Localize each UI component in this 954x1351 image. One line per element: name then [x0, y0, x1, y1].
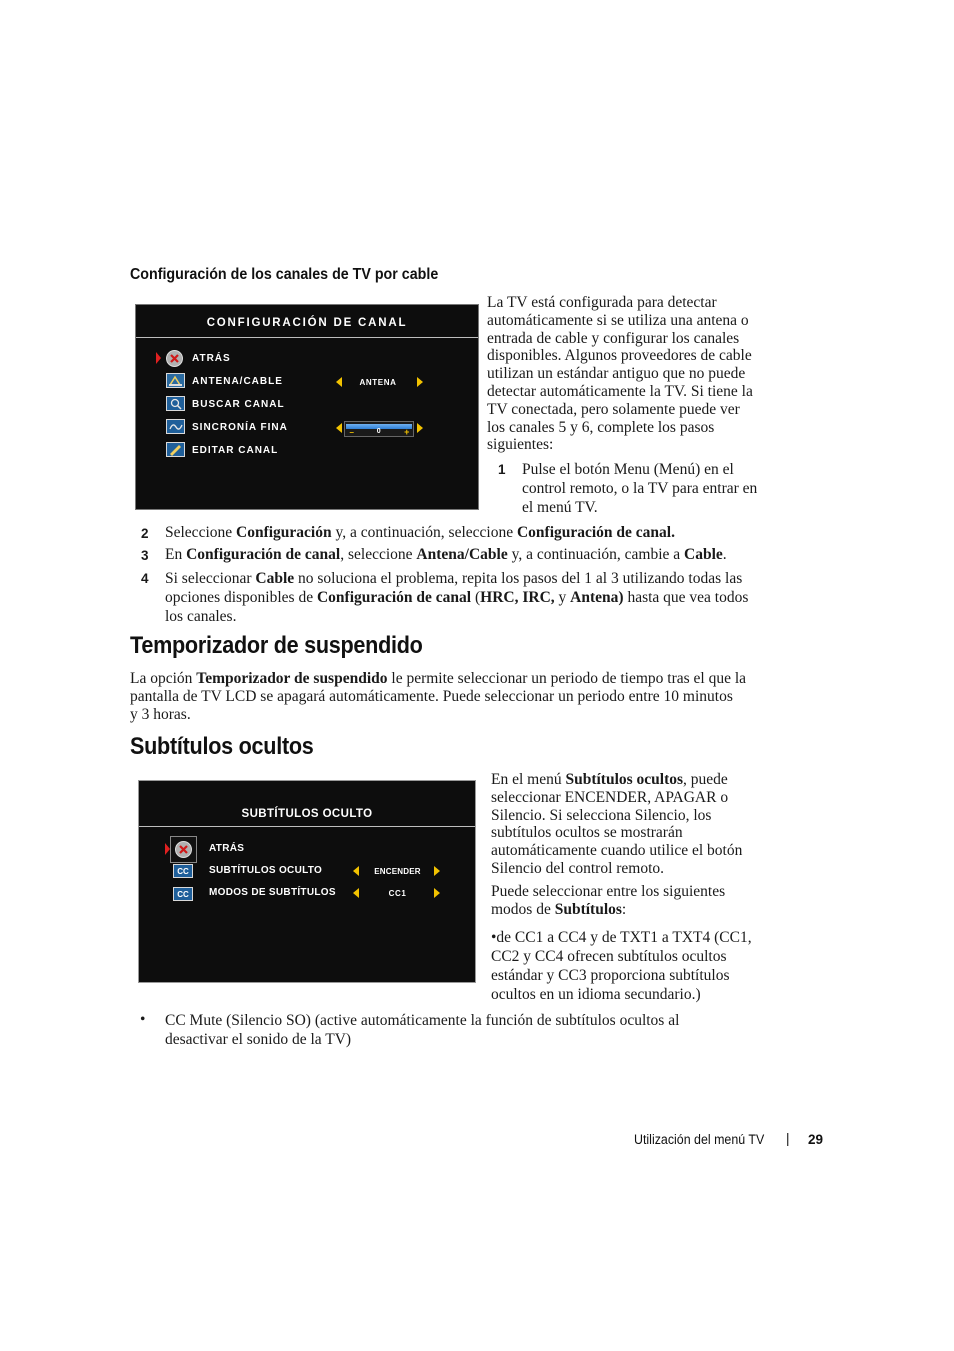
antenna-cable-value: ANTENA [359, 378, 397, 387]
slider-value: 0 [376, 428, 382, 435]
menu-divider [136, 337, 478, 338]
slider-minus: – [349, 428, 355, 437]
menu-item-antenna-cable[interactable]: ANTENA/CABLE [192, 376, 283, 387]
bullet-mark: • [140, 1011, 146, 1028]
step-number: 3 [141, 548, 149, 563]
menu-divider [139, 826, 475, 827]
antenna-cable-icon [166, 373, 185, 388]
step-number: 1 [498, 462, 506, 477]
step-3-text: En Configuración de canal, seleccione Antena/Cable y, a continuación, cambie a Cable. [165, 546, 727, 563]
arrow-left-icon[interactable] [336, 423, 342, 433]
cc-icon: CC [173, 887, 193, 901]
section-heading-sleep-timer: Temporizador de suspendido [130, 632, 423, 659]
channel-config-menu [135, 304, 479, 510]
menu-item-channel-search[interactable]: BUSCAR CANAL [192, 399, 285, 410]
selection-pointer-icon [156, 352, 161, 364]
menu-item-fine-tune[interactable]: SINCRONÍA FINA [192, 422, 288, 433]
cc-paragraph-3: •de CC1 a CC4 y de TXT1 a TXT4 (CC1, CC2 y CC4 ofrecen subtítulos ocultos estándar y CC3 proporciona subtítulos ocultos en un idioma secundario.) [491, 929, 752, 1003]
cc-paragraph-1: En el menú Subtítulos ocultos, puede seleccionar ENCENDER, APAGAR o Silencio. Si selecciona Silencio, los subtítulos ocultos se mostrarán automáticamente cuando utilice el botón Silencio del control remoto. [491, 771, 743, 877]
menu-item-edit-channel[interactable]: EDITAR CANAL [192, 445, 279, 456]
step-4-text: Si seleccionar Cable no soluciona el problema, repita los pasos del 1 al 3 utilizando todas las opciones disponibles de Configuración de canal (HRC, IRC, y Antena) hasta que vea todos los canales. [165, 570, 749, 625]
arrow-left-icon[interactable] [336, 377, 342, 387]
edit-channel-icon [166, 442, 185, 457]
slider-plus: + [404, 427, 410, 437]
page-number: 29 [808, 1132, 824, 1147]
step-number: 2 [141, 526, 149, 541]
channel-search-icon [166, 396, 185, 411]
menu-item-back[interactable]: ATRÁS [209, 843, 245, 854]
closed-captions-value: ENCENDER [374, 867, 421, 876]
arrow-left-icon[interactable] [353, 866, 359, 876]
step-1-text: Pulse el botón Menu (Menú) en el control remoto, o la TV para entrar en el menú TV. [522, 461, 758, 516]
cc-icon: CC [173, 864, 193, 878]
fine-tune-slider[interactable] [344, 421, 414, 437]
arrow-right-icon[interactable] [417, 377, 423, 387]
back-x-icon[interactable] [166, 350, 183, 367]
back-x-icon[interactable] [170, 836, 197, 863]
cc-paragraph-2: Puede seleccionar entre los siguientes modos de Subtítulos: [491, 883, 726, 918]
sleep-timer-paragraph: La opción Temporizador de suspendido le permite seleccionar un periodo de tiempo tras el que la pantalla de TV LCD se apagará automáticamente. Puede seleccionar un periodo entre 10 minutos y 3 horas. [130, 670, 747, 723]
closed-caption-menu [138, 780, 476, 983]
caption-mode-value: CC1 [388, 889, 407, 898]
cc-mute-bullet: CC Mute (Silencio SO) (active automáticamente la función de subtítulos ocultos al desactivar el sonido de la TV) [165, 1012, 680, 1048]
arrow-left-icon[interactable] [353, 888, 359, 898]
section-heading-closed-captions: Subtítulos ocultos [130, 733, 314, 760]
cable-intro-paragraph: La TV está configurada para detectar automáticamente si se utiliza una antena o entrada de cable y configurar los canales disponibles. Algunos proveedores de cable utilizan un estándar antiguo que no puede detectar automáticamente la TV. Si tiene la TV conectada, pero solamente puede ver los canales 5 y 6, complete los pasos siguientes: [487, 294, 753, 454]
step-number: 4 [141, 571, 149, 586]
footer-chapter-title: Utilización del menú TV [634, 1132, 765, 1147]
step-2-text: Seleccione Configuración y, a continuación, seleccione Configuración de canal. [165, 524, 675, 541]
menu-item-back[interactable]: ATRÁS [192, 353, 231, 364]
menu-title: SUBTÍTULOS OCULTO [241, 808, 373, 820]
fine-tune-icon [166, 419, 185, 434]
arrow-right-icon[interactable] [434, 866, 440, 876]
footer-separator: | [786, 1131, 790, 1146]
arrow-right-icon[interactable] [417, 423, 423, 433]
menu-title: CONFIGURACIÓN DE CANAL [206, 317, 408, 329]
arrow-right-icon[interactable] [434, 888, 440, 898]
menu-item-caption-modes[interactable]: MODOS DE SUBTÍTULOS [209, 887, 336, 898]
section-heading-cable-channels: Configuración de los canales de TV por cable [130, 266, 439, 283]
menu-item-closed-captions[interactable]: SUBTÍTULOS OCULTO [209, 865, 323, 876]
